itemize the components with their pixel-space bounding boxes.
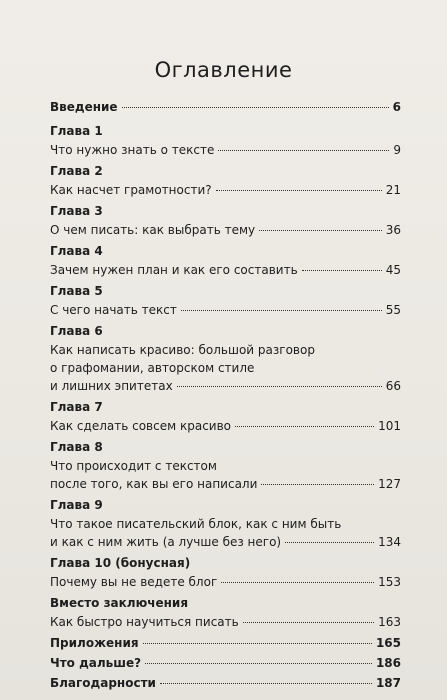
chapter-heading: Глава 1: [50, 124, 103, 138]
entry-title: Что такое писательский блок, как с ним быть: [50, 517, 342, 531]
page-number: 186: [375, 656, 401, 670]
chapter-heading: Глава 4: [50, 244, 103, 258]
entry-title: после того, как вы его написали: [50, 477, 258, 491]
page-number: 101: [378, 419, 401, 433]
entry-title: Как написать красиво: большой разговор: [50, 343, 315, 357]
entry-title: Как быстро научиться писать: [50, 615, 239, 629]
toc-line: [50, 181, 401, 199]
toc-entry[interactable]: [50, 243, 401, 279]
toc-line: [50, 515, 401, 533]
toc-line: [50, 301, 401, 319]
dot-leader: [243, 622, 374, 623]
toc-entry[interactable]: [50, 283, 401, 319]
toc-entry[interactable]: [50, 555, 401, 591]
dot-leader: [122, 107, 389, 108]
entry-title: Зачем нужен план и как его составить: [50, 263, 298, 277]
toc-line: [50, 221, 401, 239]
toc-line: [50, 457, 401, 475]
page-number: 127: [378, 477, 401, 491]
page-number: 45: [385, 263, 401, 277]
toc-entry[interactable]: [50, 399, 401, 435]
dot-leader: [177, 386, 382, 387]
entry-title: Как сделать совсем красиво: [50, 419, 232, 433]
chapter-heading: Глава 6: [50, 324, 103, 338]
entry-title: Почему вы не ведете блог: [50, 575, 218, 589]
entry-title: С чего начать текст: [50, 303, 177, 317]
page-number: 36: [385, 223, 401, 237]
chapter-heading: Глава 5: [50, 284, 103, 298]
toc-line: [50, 634, 401, 652]
entry-title: и как с ним жить (а лучше без него): [50, 535, 282, 549]
dot-leader: [235, 426, 374, 427]
chapter-heading: Глава 3: [50, 204, 103, 218]
toc-line: [50, 417, 401, 435]
page-number: 55: [385, 303, 401, 317]
entry-title: О чем писать: как выбрать тему: [50, 223, 256, 237]
entry-title: Благодарности: [50, 676, 156, 690]
dot-leader: [143, 643, 372, 644]
toc-line: [50, 573, 401, 591]
toc-entry[interactable]: [50, 98, 401, 116]
page-number: 153: [378, 575, 401, 589]
page-number: 165: [375, 636, 401, 650]
toc-entry[interactable]: [50, 203, 401, 239]
dot-leader: [259, 230, 382, 231]
toc-line: [50, 341, 401, 359]
entry-title: Как насчет грамотности?: [50, 183, 212, 197]
page-number: 9: [393, 143, 401, 157]
page-title: Оглавление: [154, 58, 293, 82]
entry-title: Что нужно знать о тексте: [50, 143, 215, 157]
dot-leader: [216, 190, 382, 191]
page-number: 134: [378, 535, 401, 549]
toc-line: [50, 533, 401, 551]
page-number: 66: [385, 379, 401, 393]
toc-entry[interactable]: [50, 595, 401, 631]
page-number: 6: [392, 100, 401, 114]
chapter-heading: Глава 10 (бонусная): [50, 556, 191, 570]
chapter-heading: Глава 2: [50, 164, 103, 178]
dot-leader: [218, 150, 389, 151]
dot-leader: [261, 484, 374, 485]
toc-entry[interactable]: [50, 654, 401, 672]
dot-leader: [181, 310, 382, 311]
chapter-heading: Глава 7: [50, 400, 103, 414]
toc-entry[interactable]: [50, 163, 401, 199]
dot-leader: [145, 663, 372, 664]
toc-line: [50, 98, 401, 116]
toc-line: [50, 475, 401, 493]
toc-line: [50, 654, 401, 672]
toc-entry[interactable]: [50, 674, 401, 692]
entry-title: Приложения: [50, 636, 139, 650]
dot-leader: [160, 683, 372, 684]
entry-title: и лишних эпитетах: [50, 379, 173, 393]
page-number: 187: [375, 676, 401, 690]
chapter-heading: Вместо заключения: [50, 596, 189, 610]
dot-leader: [302, 270, 382, 271]
entry-title: Что происходит с текстом: [50, 459, 217, 473]
entry-title: о графомании, авторском стиле: [50, 361, 255, 375]
page-number: 163: [378, 615, 401, 629]
toc-entry[interactable]: [50, 323, 401, 395]
chapter-heading: Глава 8: [50, 440, 103, 454]
page-number: 21: [385, 183, 401, 197]
toc-entry[interactable]: [50, 497, 401, 551]
spacer: [50, 116, 401, 123]
toc-line: [50, 359, 401, 377]
toc-entry[interactable]: [50, 123, 401, 159]
toc-line: [50, 141, 401, 159]
toc-line: [50, 377, 401, 395]
toc-line: [50, 674, 401, 692]
toc-line: [50, 261, 401, 279]
toc-line: [50, 613, 401, 631]
dot-leader: [285, 542, 374, 543]
toc-entry[interactable]: [50, 439, 401, 493]
table-of-contents: [50, 98, 401, 692]
chapter-heading: Глава 9: [50, 498, 103, 512]
entry-title: Введение: [50, 100, 118, 114]
toc-entry[interactable]: [50, 634, 401, 652]
dot-leader: [221, 582, 374, 583]
entry-title: Что дальше?: [50, 656, 142, 670]
